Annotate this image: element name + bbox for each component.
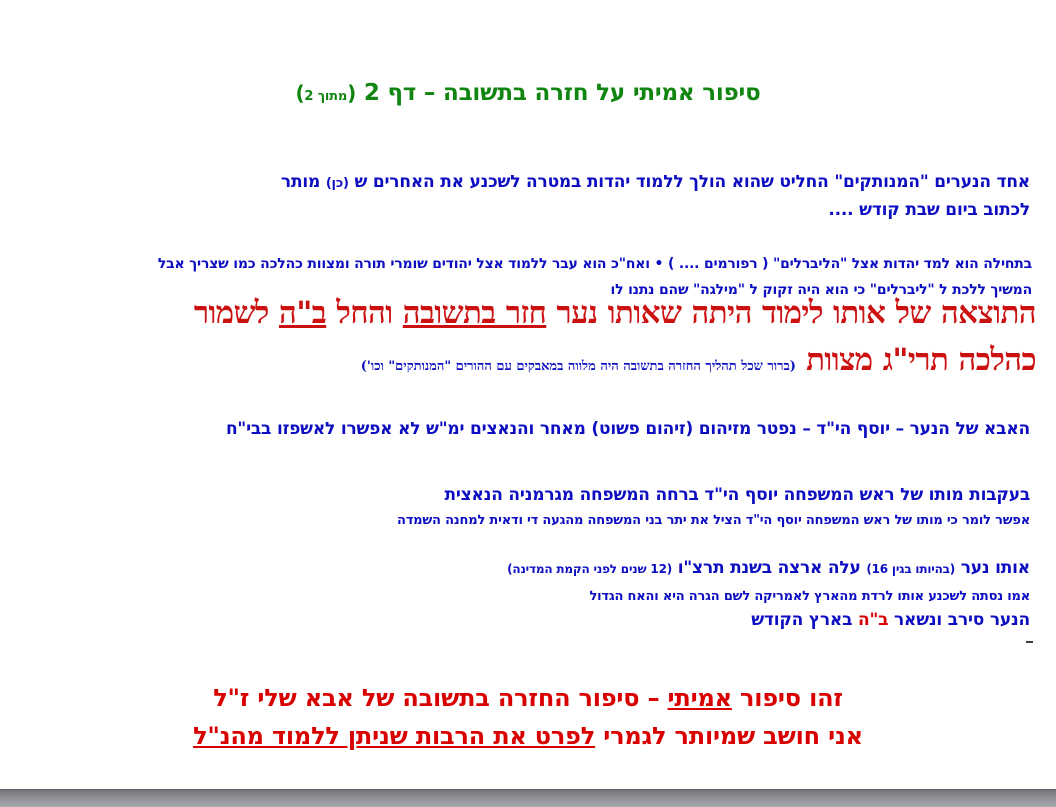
result-line-2 (361, 342, 1036, 380)
aliyah-line-1 (507, 558, 1030, 579)
intro-line-1-small: (כן) (325, 176, 349, 191)
result-underline-teshuva: חזר בתשובה (402, 295, 547, 331)
aliyah-line-2: אמו נסתה לשכנע אותו לרדת מהארץ לאמריקה לשם הגרה היא והאח הגדול (589, 589, 1030, 604)
conclusion-line-1-end: – סיפור החזרה בתשובה של אבא שלי ז"ל (213, 684, 668, 712)
study-line-1: בתחילה הוא למד יהדות אצל "הליברלים" ( רפורמים .... ) • ואח"כ הוא עבר ללמוד אצל יהודים שומרי תורה ומצוות כהלכה כמו שצריך אבל (157, 256, 1032, 272)
escape-line-1: בעקבות מותו של ראש המשפחה יוסף הי"ד ברחה המשפחה מגרמניה הנאצית (444, 485, 1030, 505)
result-line-1-mid: והחל (326, 295, 403, 331)
bottom-gray-band (0, 789, 1056, 807)
result-line-1 (194, 295, 1036, 333)
aliyah-line-3-bh: ב"ה (857, 610, 889, 630)
conclusion-line-1-text: זהו סיפור (731, 684, 843, 712)
title-paren-text: מתוך 2 (304, 89, 348, 104)
intro-line-1-text: אחד הנערים "המנותקים" החליט שהוא הולך ללמוד יהדות במטרה לשכנע את האחרים ש (348, 172, 1030, 192)
aliyah-line-1-text: אותו נער (955, 558, 1030, 578)
page-title (0, 79, 1056, 107)
result-line-1-end: לשמור (193, 295, 280, 331)
title-paren-close: ) (295, 81, 305, 105)
aliyah-line-3-text: הנער סירב ונשאר (888, 610, 1030, 630)
title-paren-open: ( (347, 81, 357, 105)
conclusion-underline-true: אמיתי (667, 684, 732, 712)
aliyah-line-1-age-note: (בהיותו בגין 16) (866, 562, 956, 576)
aliyah-line-3 (751, 610, 1030, 631)
result-line-1-text: התוצאה של אותו לימוד היתה שאותו נער (546, 295, 1036, 331)
result-line-2-blue-note: (ברור שכל תהליך החזרה בתשובה היה מלווה במאבקים עם ההורים "המנותקים" וכו') (360, 359, 796, 374)
conclusion-line-2-text: אני חושב שמיותר לגמרי (595, 722, 863, 750)
result-underline-bh: ב"ה (279, 295, 327, 331)
conclusion-line-1 (0, 684, 1056, 713)
aliyah-line-1-mid: עלה ארצה בשנת תרצ"ו (672, 558, 867, 578)
aliyah-line-1-year-note: (12 שנים לפני הקמת המדינה) (507, 562, 673, 576)
result-line-2-red: כהלכה תרי"ג מצוות (795, 342, 1036, 378)
title-main: סיפור אמיתי על חזרה בתשובה – דף 2 (356, 80, 761, 106)
intro-line-1-end: מותר (280, 172, 326, 192)
stray-underscore-mark (1026, 641, 1033, 643)
conclusion-line-2-underlined: לפרט את הרבות שניתן ללמוד מהנ"ל (193, 722, 596, 750)
intro-line-2: לכתוב ביום שבת קודש .... (828, 200, 1030, 220)
aliyah-line-3-end: בארץ הקודש (751, 610, 858, 630)
conclusion-line-2 (0, 722, 1056, 751)
study-line-2: המשיך ללכת ל "ליברלים" כי הוא היה זקוק ל "מילגה" שהם נתנו לו (610, 282, 1032, 298)
intro-line-1 (281, 172, 1030, 193)
father-line: האבא של הנער – יוסף הי"ד – נפטר מזיהום (זיהום פשוט) מאחר והנאצים ימ"ש לא אפשרו לאשפזו בבי"ח (225, 419, 1030, 439)
escape-line-2: אפשר לומר כי מותו של ראש המשפחה יוסף הי"ד הציל את יתר בני המשפחה מהגעה די ודאית למחנה השמדה (396, 513, 1030, 528)
